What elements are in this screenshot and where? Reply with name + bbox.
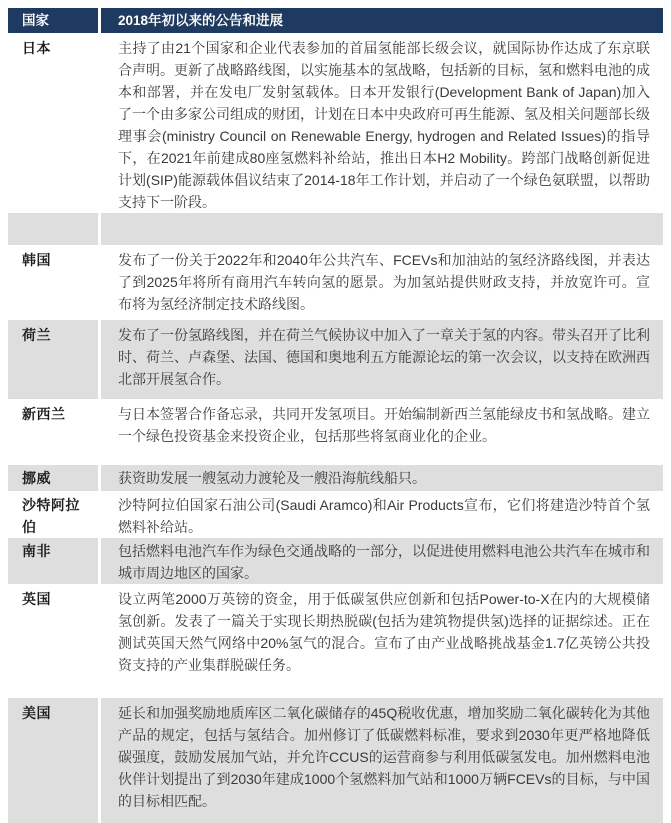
country-cell: 挪威 (8, 465, 98, 491)
table-row (8, 213, 663, 245)
table-row (8, 538, 663, 584)
announcement-cell: 包括燃料电池汽车作为绿色交通战略的一部分，以促进使用燃料电池公共汽车在城市和城市周边地区的国家。 (101, 538, 663, 584)
country-cell: 荷兰 (8, 320, 98, 399)
header-country: 国家 (8, 8, 98, 33)
country-cell (8, 213, 98, 245)
header-announcements: 2018年初以来的公告和进展 (101, 8, 663, 33)
table-row (8, 491, 663, 538)
country-cell: 美国 (8, 698, 98, 823)
table-row (8, 245, 663, 320)
announcement-cell: 延长和加强奖励地质库区二氧化碳储存的45Q税收优惠，增加奖励二氧化碳转化为其他产品的规定，包括与氢结合。加州修订了低碳燃料标准，要求到2030年更严格地降低碳强度，鼓励发展加气站，并允许CCUS的运营商参与利用低碳氢发电。加州燃料电池伙伴计划提出了到2030年建成1000个氢燃料加气站和1000万辆FCEVs的目标，与中国的目标相匹配。 (101, 698, 663, 823)
country-cell: 韩国 (8, 245, 98, 320)
table-body (8, 33, 663, 823)
country-cell: 沙特阿拉伯 (8, 491, 98, 538)
announcement-cell (101, 213, 663, 245)
country-cell: 英国 (8, 584, 98, 698)
table-row (8, 698, 663, 823)
country-cell: 新西兰 (8, 399, 98, 465)
country-hydrogen-table (8, 8, 663, 823)
country-cell: 日本 (8, 33, 98, 213)
announcement-cell: 发布了一份关于2022年和2040年公共汽车、FCEVs和加油站的氢经济路线图，并表达了到2025年将所有商用汽车转向氢的愿景。为加氢站提供财政支持，并放宽许可。宣布将为氢经济制定技术路线图。 (101, 245, 663, 320)
table-row (8, 320, 663, 399)
table-row (8, 399, 663, 465)
table-row (8, 465, 663, 491)
country-cell: 南非 (8, 538, 98, 584)
table-row (8, 584, 663, 698)
announcement-cell: 沙特阿拉伯国家石油公司(Saudi Aramco)和Air Products宣布，它们将建造沙特首个氢燃料补给站。 (101, 491, 663, 538)
table-header-row (8, 8, 663, 33)
announcement-cell: 获资助发展一艘氢动力渡轮及一艘沿海航线船只。 (101, 465, 663, 491)
table-row (8, 33, 663, 213)
announcement-cell: 主持了由21个国家和企业代表参加的首届氢能部长级会议，就国际协作达成了东京联合声明。更新了战略路线图，以实施基本的氢战略，包括新的目标，氢和燃料电池的成本和部署，并在发电厂发射氢载体。日本开发银行(Development Bank of Japan)加入了一个由多家公司组成的财团，计划在日本中央政府可再生能源、氢及相关问题部长级理事会(ministry Council on Renewable Energy, hydrogen and Related Issues)的指导下，在2021年前建成80座氢燃料补给站，推出日本H2 Mobility。跨部门战略创新促进计划(SIP)能源载体倡议结束了2014-18年工作计划，并启动了一个绿色氨联盟，以帮助支持下一阶段。 (101, 33, 663, 213)
announcement-cell: 与日本签署合作备忘录，共同开发氢项目。开始编制新西兰氢能绿皮书和氢战略。建立一个绿色投资基金来投资企业，包括那些将氢商业化的企业。 (101, 399, 663, 465)
announcement-cell: 发布了一份氢路线图，并在荷兰气候协议中加入了一章关于氢的内容。带头召开了比利时、荷兰、卢森堡、法国、德国和奥地利五方能源论坛的第一次会议，以支持在欧洲西北部开展氢合作。 (101, 320, 663, 399)
announcement-cell: 设立两笔2000万英镑的资金，用于低碳氢供应创新和包括Power-to-X在内的大规模储氢创新。发表了一篇关于实现长期热脱碳(包括为建筑物提供氢)选择的证据综述。正在测试英国天然气网络中20%氢气的混合。宣布了由产业战略挑战基金1.7亿英镑公共投资支持的产业集群脱碳任务。 (101, 584, 663, 698)
